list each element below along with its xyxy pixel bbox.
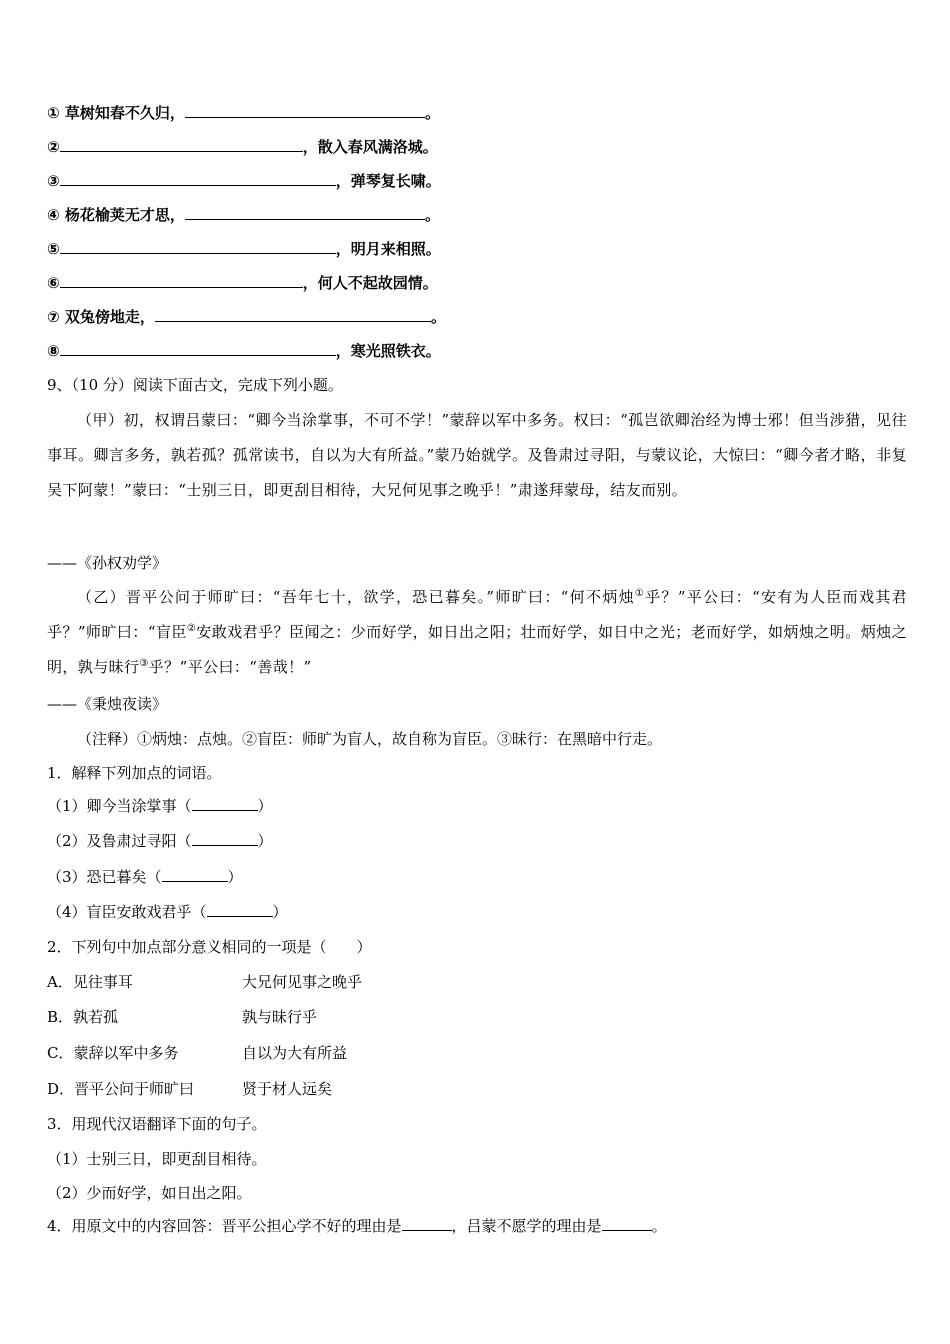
- answer-blank[interactable]: [60, 137, 303, 152]
- passage-b-text: （乙）晋平公问于师旷曰：“吾年七十，欲学，恐已暮矣。”师旷曰：“何不炳烛: [77, 588, 635, 606]
- notes: （注释）①炳烛：点烛。②盲臣：师旷为盲人，故自称为盲臣。③昧行：在黑暗中行走。: [77, 730, 663, 748]
- poem-suffix: ，明月来相照。: [335, 240, 441, 258]
- question-9-title: 9、（10 分）阅读下面古文，完成下列小题。: [47, 376, 343, 394]
- answer-blank[interactable]: [60, 273, 303, 288]
- q1-close: ）: [257, 832, 273, 850]
- footnote-ref: ①: [634, 588, 646, 599]
- q1-item-text: （2）及鲁肃过寻阳（: [47, 832, 192, 850]
- poem-prefix: ⑧: [47, 342, 60, 360]
- footnote-ref: ②: [186, 623, 197, 634]
- poem-line-8: [47, 341, 441, 361]
- q2-option-c-compare: 自以为大有所益: [242, 1044, 348, 1062]
- poem-suffix: 。: [424, 104, 440, 122]
- q4-text: 。: [651, 1217, 667, 1235]
- poem-line-7: [47, 307, 446, 327]
- q1-item: [47, 902, 288, 922]
- answer-blank[interactable]: [185, 205, 425, 220]
- poem-line-2: [47, 137, 438, 157]
- poem-line-3: [47, 171, 441, 191]
- answer-blank[interactable]: [185, 103, 425, 118]
- passage-b-source: ——《秉烛夜读》: [47, 695, 168, 713]
- poem-suffix: 。: [430, 308, 446, 326]
- q1-item-text: （1）卿今当涂掌事（: [47, 797, 192, 815]
- answer-blank[interactable]: [207, 902, 273, 917]
- q1-item-text: （4）盲臣安敢戏君乎（: [47, 903, 207, 921]
- poem-prefix: ③: [47, 172, 60, 190]
- q2-option-b[interactable]: B．孰若孤: [47, 1008, 119, 1026]
- passage-b-text: 乎？”平公曰：“安有为人臣而戏其君乎？”师旷曰：“盲臣: [47, 588, 907, 641]
- answer-blank[interactable]: [155, 307, 431, 322]
- poem-prefix: ① 草树知春不久归，: [47, 104, 185, 122]
- poem-suffix: 。: [424, 206, 440, 224]
- passage-b: [47, 580, 907, 685]
- q1-close: ）: [257, 797, 273, 815]
- q2-option-b-compare: 孰与昧行乎: [242, 1008, 318, 1026]
- q4-text: 4．用原文中的内容回答：晋平公担心学不好的理由是: [47, 1217, 402, 1235]
- passage-b-text: 乎？”平公曰：“善哉！”: [148, 658, 312, 676]
- answer-blank[interactable]: [192, 796, 258, 811]
- q1-item: [47, 831, 273, 851]
- passage-a: （甲）初，权谓吕蒙曰：“卿今当涂掌事，不可不学！”蒙辞以军中多务。权曰：“孤岂欲卿治经为博士邪！但当涉猎，见往事耳。卿言多务，孰若孤？孤常读书，自以为大有所益。”蒙乃始就学。及鲁肃过寻阳，与蒙议论，大惊曰：“卿今者才略，非复吴下阿蒙！”蒙曰：“士别三日，即更刮目相待，大兄何见事之晚乎！”肃遂拜蒙母，结友而别。: [47, 411, 907, 499]
- q2-option-d-compare: 贤于材人远矣: [242, 1080, 333, 1098]
- q1-item: [47, 796, 273, 816]
- answer-blank[interactable]: [60, 239, 336, 254]
- poem-suffix: ，弹琴复长啸。: [335, 172, 441, 190]
- poem-prefix: ⑥: [47, 274, 60, 292]
- q1-title: 1．解释下列加点的词语。: [47, 764, 222, 782]
- q2-option-c[interactable]: C．蒙辞以军中多务: [47, 1044, 179, 1062]
- poem-line-1: [47, 103, 440, 123]
- passage-a-source: ——《孙权劝学》: [47, 554, 168, 572]
- q4-text: ，吕蒙不愿学的理由是: [451, 1217, 602, 1235]
- answer-blank[interactable]: [162, 867, 228, 882]
- q2-option-d[interactable]: D．晋平公问于师旷曰: [47, 1080, 195, 1098]
- poem-suffix: ，散入春风满洛城。: [302, 138, 438, 156]
- poem-line-6: [47, 273, 438, 293]
- answer-blank[interactable]: [60, 171, 336, 186]
- answer-blank[interactable]: [402, 1216, 452, 1231]
- poem-line-5: [47, 239, 441, 259]
- q1-item: [47, 867, 243, 887]
- q2-option-a[interactable]: A．见往事耳: [47, 973, 133, 991]
- poem-line-4: [47, 205, 440, 225]
- q1-item-text: （3）恐已暮矣（: [47, 868, 162, 886]
- q3-title: 3．用现代汉语翻译下面的句子。: [47, 1115, 267, 1133]
- poem-prefix: ⑤: [47, 240, 60, 258]
- poem-suffix: ，寒光照铁衣。: [335, 342, 441, 360]
- poem-prefix: ⑦ 双兔傍地走，: [47, 308, 155, 326]
- answer-blank[interactable]: [192, 831, 258, 846]
- passage-b-text: 安敢戏君乎？臣闻之：少而好学，如日出之阳；壮而好学，如日中之光；老而好学，如炳烛之明。炳烛之明，孰与昧行: [47, 623, 907, 676]
- q4: [47, 1216, 667, 1236]
- poem-suffix: ，何人不起故园情。: [302, 274, 438, 292]
- answer-blank[interactable]: [602, 1216, 652, 1231]
- answer-blank[interactable]: [60, 341, 336, 356]
- q3-item: （2）少而好学，如日出之阳。: [47, 1184, 252, 1202]
- q1-close: ）: [272, 903, 288, 921]
- q2-option-a-compare: 大兄何见事之晚乎: [242, 973, 363, 991]
- q3-item: （1）士别三日，即更刮目相待。: [47, 1150, 267, 1168]
- q2-title: 2．下列句中加点部分意义相同的一项是（ ）: [47, 938, 372, 956]
- q1-close: ）: [227, 868, 243, 886]
- poem-prefix: ④ 杨花榆荚无才思，: [47, 206, 185, 224]
- footnote-ref: ③: [139, 658, 149, 669]
- poem-prefix: ②: [47, 138, 60, 156]
